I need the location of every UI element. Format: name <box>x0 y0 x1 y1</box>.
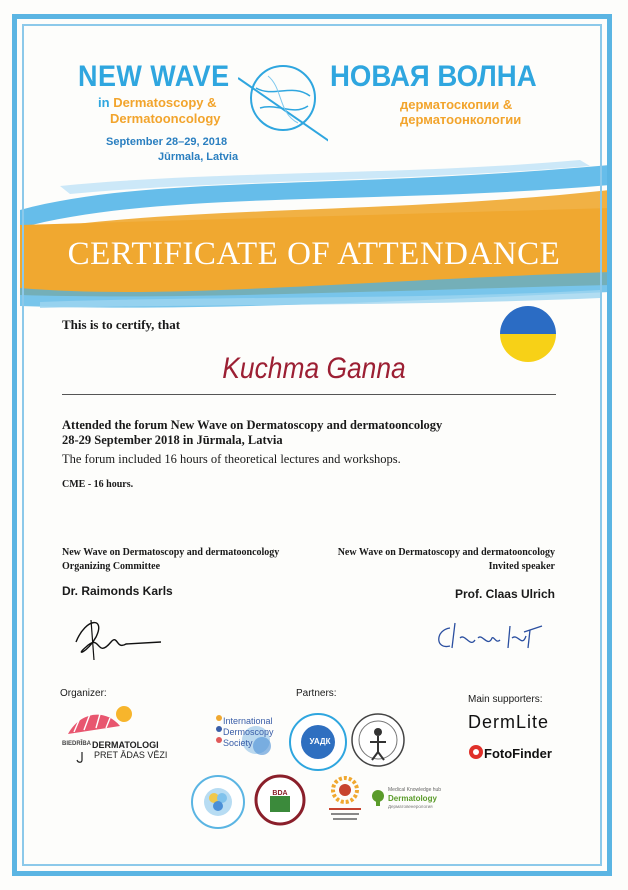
fotofinder-logo: FotoFinder <box>484 746 552 761</box>
event-date: September 28–29, 2018 <box>106 136 228 148</box>
dermlite-logo: DermLite <box>468 712 550 732</box>
logo-title-en: NEW WAVE <box>78 60 230 93</box>
attended-line-1: Attended the forum New Wave on Dermatoscopy and dermatooncology <box>62 418 443 432</box>
forum-description: The forum included 16 hours of theoretical lectures and workshops. <box>62 452 401 466</box>
organizer-hook-icon <box>76 752 88 764</box>
organizer-name: DERMATOLOGI <box>92 740 159 750</box>
globe-wave-icon <box>238 58 328 148</box>
bda-seal-icon <box>254 774 306 826</box>
logo-subtitle-ru-2: дерматоонкологии <box>400 112 522 127</box>
right-signer-org: New Wave on Dermatoscopy and dermatooncology <box>337 547 555 558</box>
cme-hours: CME - 16 hours. <box>62 479 134 490</box>
ids-line-2: Dermoscopy <box>223 727 274 737</box>
knowledge-hub-sub: Дерматовенерология <box>388 804 433 809</box>
logo-in-word: in <box>98 95 110 110</box>
logo-dermatoscopy: Dermatoscopy & <box>113 95 217 110</box>
left-signer-org: New Wave on Dermatoscopy and dermatooncology <box>62 547 280 558</box>
logo-subtitle-en-1 <box>98 96 217 110</box>
bda-label: BDA <box>272 790 288 797</box>
knowledge-hub-small: Medical Knowledge hub <box>388 787 442 793</box>
sunflower-logo-icon <box>325 774 365 824</box>
dermatology-hub-icon <box>370 788 386 808</box>
partner-seal-icon <box>350 712 406 768</box>
supporters-label: Main supporters: <box>468 694 543 705</box>
certify-text: This is to certify, that <box>62 317 181 332</box>
certificate-title: CERTIFICATE OF ATTENDANCE <box>67 236 561 272</box>
right-signer-role: Invited speaker <box>488 561 555 572</box>
ids-line-1: International <box>223 716 273 726</box>
left-signer-role: Organizing Committee <box>62 561 161 572</box>
organizer-label: Organizer: <box>60 688 107 699</box>
right-signature <box>430 608 560 658</box>
knowledge-hub-name: Dermatology <box>388 794 437 803</box>
left-signature <box>66 612 176 662</box>
name-underline <box>62 394 556 395</box>
uadk-label: УАДК <box>309 737 331 746</box>
partner-blue-seal-icon <box>190 774 246 830</box>
logo-subtitle-ru-1: дерматоскопии & <box>400 97 513 112</box>
organizer-umbrella-icon <box>60 704 140 740</box>
ids-text <box>223 716 274 749</box>
partners-label: Partners: <box>296 688 337 699</box>
left-signer-name: Dr. Raimonds Karls <box>62 584 173 598</box>
fotofinder-logo-icon <box>468 744 484 760</box>
organizer-sub: PRET ĀDAS VĒZI <box>94 750 168 760</box>
attended-line-2: 28-29 September 2018 in Jūrmala, Latvia <box>62 433 283 447</box>
ids-line-3: Society <box>223 738 253 748</box>
logo-subtitle-en-2: Dermatooncology <box>110 111 221 126</box>
recipient-name: Kuchma Ganna <box>222 352 406 385</box>
organizer-small-text: BIEDRĪBA <box>62 741 92 747</box>
event-place: Jūrmala, Latvia <box>158 151 239 163</box>
logo-title-ru: НОВАЯ ВОЛНА <box>330 60 537 93</box>
right-signer-name: Prof. Claas Ulrich <box>454 587 555 601</box>
